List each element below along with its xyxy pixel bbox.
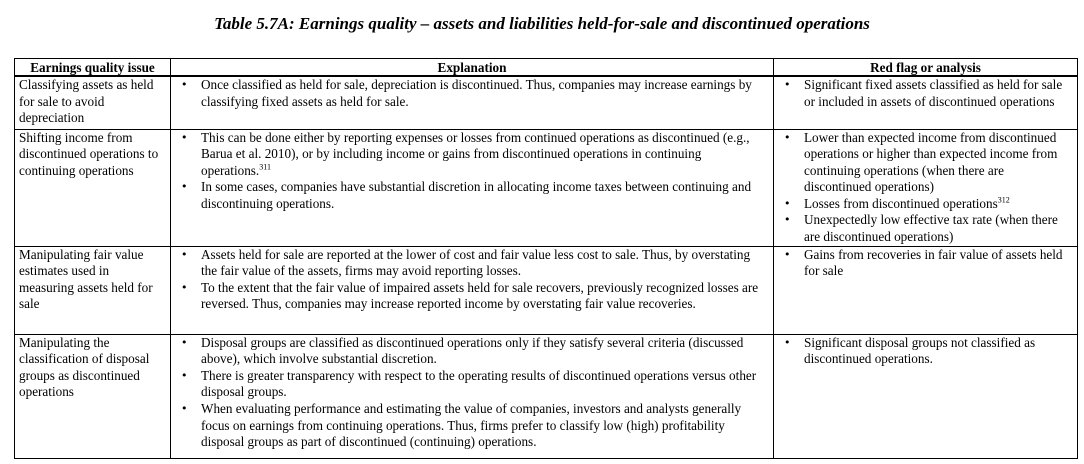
explanation-bullet xyxy=(175,130,769,180)
red-flag-cell xyxy=(774,76,1078,129)
red-flag-cell-list xyxy=(778,335,1073,368)
red-flag-bullet-text: Significant disposal groups not classified as discontinued operations. xyxy=(804,334,1036,367)
header-row xyxy=(15,59,1078,77)
explanation-bullet xyxy=(175,368,769,401)
issue-cell: Manipulating the classification of disposal groups as discontinued operations xyxy=(15,334,171,458)
red-flag-cell xyxy=(774,246,1078,334)
issue-cell: Manipulating fair value estimates used in measuring assets held for sale xyxy=(15,246,171,334)
explanation-bullet-text: When evaluating performance and estimating the value of companies, investors and analysts generally focus on earnings from continuing operations. Thus, firms prefer to classify low (high) profitability disposal groups as part of discontinued (continuing) operations. xyxy=(201,401,742,450)
explanation-bullet-text: Once classified as held for sale, depreciation is discontinued. Thus, companies may increase earnings by classifying fixed assets as held for sale. xyxy=(201,77,752,109)
explanation-bullet-text: This can be done either by reporting expenses or losses from continued operations as discontinued (e.g., Barua et al. 2010), or by including income or gains from discontinued operations in continuing operations. xyxy=(201,129,750,178)
explanation-bullet-text: To the extent that the fair value of impaired assets held for sale recovers, previously recognized losses are reversed. Thus, companies may increase reported income by overstating fair value recoveries. xyxy=(201,279,759,312)
red-flag-bullet xyxy=(778,212,1073,245)
explanation-cell xyxy=(171,76,774,129)
header-issue: Earnings quality issue xyxy=(15,59,171,77)
explanation-bullet xyxy=(175,280,769,313)
red-flag-bullet-text: Gains from recoveries in fair value of assets held for sale xyxy=(804,246,1063,279)
red-flag-bullet-text: Unexpectedly low effective tax rate (when there are discontinued operations) xyxy=(804,212,1058,245)
red-flag-bullet-text: Lower than expected income from discontinued operations or higher than expected income from continuing operations (when there are discontinued operations) xyxy=(804,129,1058,195)
explanation-cell-list xyxy=(175,130,769,213)
earnings-quality-table xyxy=(14,58,1078,459)
red-flag-cell-list xyxy=(778,77,1073,110)
footnote-marker: 311 xyxy=(259,162,271,172)
table-title: Table 5.7A: Earnings quality – assets and liabilities held-for-sale and discontinued operations xyxy=(214,14,870,33)
red-flag-bullet xyxy=(778,77,1073,110)
issue-cell: Shifting income from discontinued operations to continuing operations xyxy=(15,129,171,246)
red-flag-cell xyxy=(774,334,1078,458)
red-flag-bullet xyxy=(778,130,1073,196)
table-row xyxy=(15,246,1078,334)
red-flag-bullet-text: Significant fixed assets classified as held for sale or included in assets of discontinued operations xyxy=(804,77,1063,109)
red-flag-bullet-text: Losses from discontinued operations xyxy=(804,195,998,211)
explanation-bullet xyxy=(175,335,769,368)
table-row xyxy=(15,76,1078,129)
red-flag-cell-list xyxy=(778,247,1073,280)
explanation-bullet xyxy=(175,247,769,280)
table-row xyxy=(15,129,1078,246)
header-red-flag: Red flag or analysis xyxy=(774,59,1078,77)
table-row xyxy=(15,334,1078,458)
explanation-bullet xyxy=(175,179,769,212)
explanation-bullet-text: Assets held for sale are reported at the lower of cost and fair value less cost to sale. Thus, by overstating the fair value of the assets, firms may avoid reporting losses. xyxy=(201,246,751,279)
red-flag-cell xyxy=(774,129,1078,246)
red-flag-cell-list xyxy=(778,130,1073,246)
explanation-cell-list xyxy=(175,77,769,110)
explanation-cell-list xyxy=(175,247,769,313)
explanation-bullet-text: There is greater transparency with respect to the operating results of discontinued operations versus other disposal groups. xyxy=(201,367,757,400)
explanation-cell xyxy=(171,129,774,246)
table-body xyxy=(15,76,1078,458)
explanation-bullet xyxy=(175,77,769,110)
explanation-bullet-text: Disposal groups are classified as discontinued operations only if they satisfy several criteria (discussed above), which involve substantial discretion. xyxy=(201,334,744,367)
explanation-cell xyxy=(171,246,774,334)
red-flag-bullet xyxy=(778,335,1073,368)
explanation-bullet xyxy=(175,401,769,451)
explanation-cell-list xyxy=(175,335,769,451)
header-explanation: Explanation xyxy=(171,59,774,77)
explanation-bullet-text: In some cases, companies have substantial discretion in allocating income taxes between continuing and discontinuing operations. xyxy=(201,179,752,211)
red-flag-bullet xyxy=(778,196,1073,213)
footnote-marker: 312 xyxy=(997,195,1010,205)
explanation-cell xyxy=(171,334,774,458)
issue-cell: Classifying assets as held for sale to avoid depreciation xyxy=(15,76,171,129)
red-flag-bullet xyxy=(778,247,1073,280)
